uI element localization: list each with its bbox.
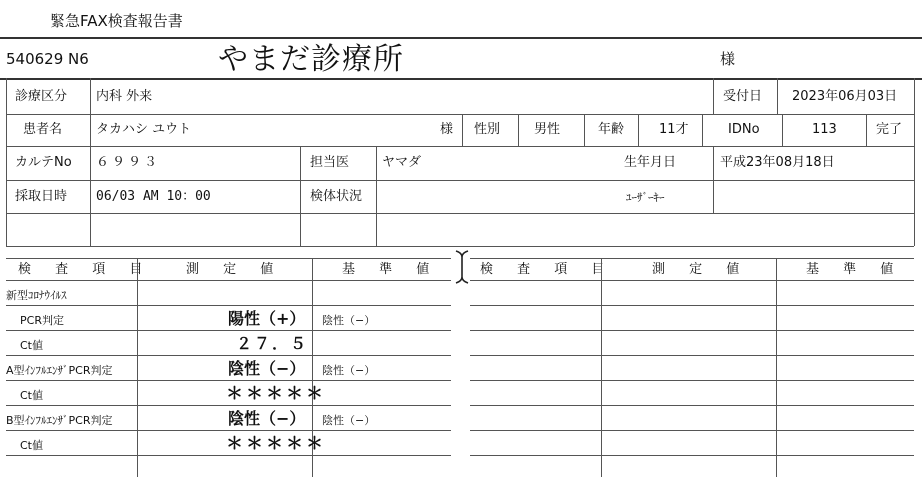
label-dept: 診療区分 xyxy=(15,89,68,104)
table-row-result: 陰性（−） xyxy=(228,409,306,428)
label-patient: 患者名 xyxy=(23,122,63,137)
table-row-item: A型ｲﾝﾌﾙｴﾝｻﾞPCR判定 xyxy=(6,364,113,377)
table-row-item: Ct値 xyxy=(20,389,43,402)
value-dept: 内科 外来 xyxy=(96,89,153,104)
value-karte: ６９９３ xyxy=(96,155,161,170)
value-received: 2023年06月03日 xyxy=(792,89,898,104)
value-status: 完了 xyxy=(876,122,903,137)
label-received: 受付日 xyxy=(723,89,763,104)
table-row-result: ２７．５ xyxy=(236,334,309,353)
table-row-result: 陰性（−） xyxy=(228,359,306,378)
clinic-name: やまだ診療所 xyxy=(218,42,404,77)
table-row-ref: 陰性（−） xyxy=(322,414,376,427)
label-idno: IDNo xyxy=(728,122,760,137)
value-patient: タカハシ ユウト xyxy=(96,122,192,137)
label-karte: カルテNo xyxy=(15,155,72,170)
label-doctor: 担当医 xyxy=(310,155,350,170)
header-result-left: 測 定 値 xyxy=(186,262,284,277)
table-row-result: 陽性（+） xyxy=(228,309,306,328)
value-sex: 男性 xyxy=(534,122,561,137)
table-row-item: Ct値 xyxy=(20,339,43,352)
value-age: 11才 xyxy=(659,122,689,137)
value-doctor: ヤマダ xyxy=(382,155,422,170)
label-collect: 採取日時 xyxy=(15,189,68,204)
table-row-item: 新型ｺﾛﾅｳｲﾙｽ xyxy=(6,289,67,302)
value-collect: 06/03 AM 10：00 xyxy=(96,189,211,204)
label-userkey: ﾕｰｻﾞｰｷｰ xyxy=(626,191,665,204)
header-item-left: 検 査 項 目 xyxy=(18,262,153,277)
header-ref-right: 基 準 値 xyxy=(806,262,904,277)
label-dob: 生年月日 xyxy=(624,155,677,170)
table-row-item: Ct値 xyxy=(20,439,43,452)
value-dob: 平成23年08月18日 xyxy=(720,155,835,170)
table-row-ref: 陰性（−） xyxy=(322,314,376,327)
text-cursor-icon xyxy=(455,250,469,284)
label-sama: 様 xyxy=(440,122,454,137)
label-sex: 性別 xyxy=(474,122,501,137)
header-result-right: 測 定 値 xyxy=(652,262,750,277)
value-idno: 113 xyxy=(812,122,837,137)
header-item-right: 検 査 項 目 xyxy=(480,262,615,277)
title-rule xyxy=(0,37,922,39)
header-ref-left: 基 準 値 xyxy=(342,262,440,277)
table-row-result: ＊＊＊＊＊ xyxy=(226,384,326,404)
honorific: 様 xyxy=(720,50,736,68)
report-title: 緊急FAX検査報告書 xyxy=(50,12,183,30)
label-specimen: 検体状況 xyxy=(310,189,363,204)
table-row-item: PCR判定 xyxy=(20,314,64,327)
report-code: 540629 N6 xyxy=(6,50,89,68)
header-rule xyxy=(0,78,922,80)
table-row-item: B型ｲﾝﾌﾙｴﾝｻﾞPCR判定 xyxy=(6,414,113,427)
label-age: 年齢 xyxy=(598,122,625,137)
table-row-result: ＊＊＊＊＊ xyxy=(226,434,326,454)
table-row-ref: 陰性（−） xyxy=(322,364,376,377)
